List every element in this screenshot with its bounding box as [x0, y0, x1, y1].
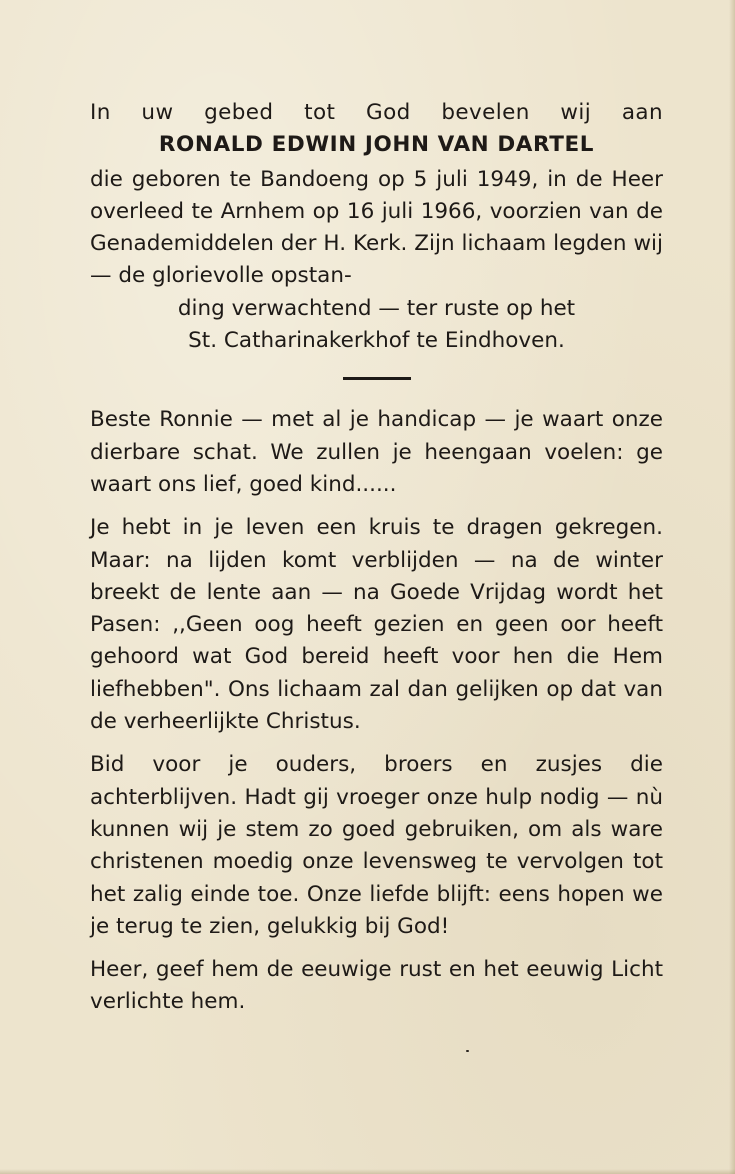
birth-death-details: die geboren te Bandoeng op 5 juli 1949, in de Heer overleed te Arnhem op 16 juli 1966, voorzien van de Genademiddelen der H. Kerk. Zijn lichaam legden wij — de glorievolle opstan-: [90, 166, 663, 289]
paragraph-beste-ronnie: Beste Ronnie — met al je handicap — je waart onze dierbare schat. We zullen je heengaan voelen: ge waart ons lief, goed kind......: [90, 407, 663, 497]
paragraph-bid-voor: Bid voor je ouders, broers en zusjes die achterblijven. Hadt gij vroeger onze hulp nodig — nù kunnen wij je stem zo goed gebruiken, om als ware christenen moedig onze levensweg te vervolgen tot het zalig einde toe. Onze liefde blijft: eens hopen we je terug te zien, gelukkig bij God!: [90, 752, 663, 939]
divider-rule: [343, 377, 411, 380]
deceased-name: RONALD EDWIN JOHN VAN DARTEL: [158, 132, 595, 158]
paper-edge-right: [729, 0, 735, 1174]
paragraph-kruis: Je hebt in je leven een kruis te dragen gekregen. Maar: na lijden komt verblijden — na de winter breekt de lente aan — na Goede Vrijdag wordt het Pasen: ,,Geen oog heeft gezien en geen oor heeft gehoord wat God bereid heeft voor hen die Hem liefhebben". Ons lichaam zal dan gelijken op dat van de verheerlijkte Christus.: [90, 515, 663, 735]
paper-edge-bottom: [0, 1169, 735, 1174]
burial-line-2: St. Catharinakerkhof te Eindhoven.: [188, 328, 565, 354]
card-text: [90, 97, 663, 1030]
ink-speck: [466, 1050, 469, 1052]
burial-line-1: ding verwachtend — ter ruste op het: [177, 295, 576, 321]
intro-line: In uw gebed tot God bevelen wij aan: [90, 100, 663, 125]
paragraph-closing-prayer: Heer, geef hem de eeuwige rust en het eeuwig Licht verlichte hem.: [90, 957, 663, 1015]
